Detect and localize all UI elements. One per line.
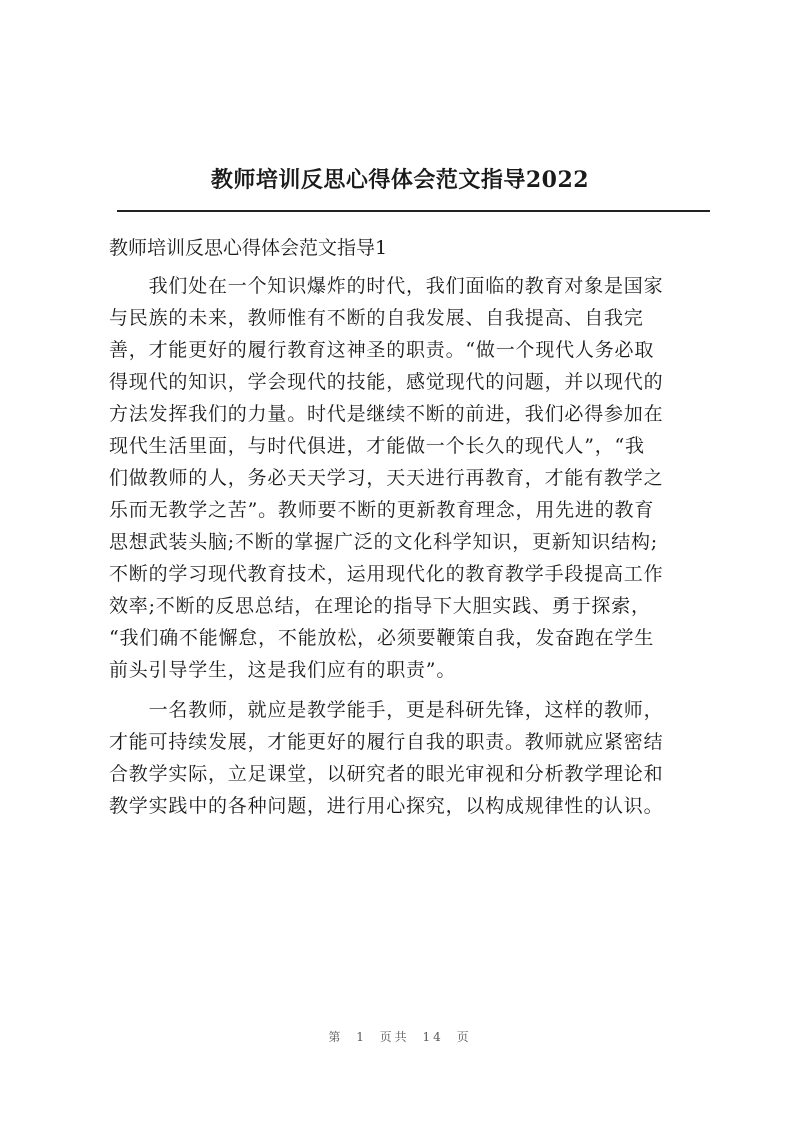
text-line: 思想武装头脑;不断的掌握广泛的文化科学知识，更新知识结构;: [109, 531, 659, 553]
text-line: 方法发挥我们的力量。时代是继续不断的前进，我们必得参加在: [109, 403, 664, 425]
text-line: 现代生活里面，与时代俱进，才能做一个长久的现代人”，“我: [109, 435, 645, 457]
text-line: 合教学实际，立足课堂，以研究者的眼光审视和分析教学理论和: [109, 763, 664, 785]
document-title: 教师培训反思心得体会范文指导2022: [210, 167, 590, 193]
document-body: [109, 270, 709, 822]
text-line: 不断的学习现代教育技术，运用现代化的教育教学手段提高工作: [109, 563, 664, 585]
text-line: 们做教师的人，务必天天学习，天天进行再教育，才能有教学之: [109, 467, 664, 489]
title-divider: [117, 210, 710, 212]
page-number-footer: 第 1 页共 14 页: [328, 1030, 472, 1044]
text-line: 得现代的知识，学会现代的技能，感觉现代的问题，并以现代的: [109, 371, 664, 393]
text-line: 善，才能更好的履行教育这神圣的职责。“做一个现代人务必取: [109, 339, 655, 361]
text-line: 我们处在一个知识爆炸的时代，我们面临的教育对象是国家: [109, 275, 664, 297]
text-line: 乐而无教学之苦”。教师要不断的更新教育理念，用先进的教育: [109, 499, 655, 521]
text-line: 与民族的未来，教师惟有不断的自我发展、自我提高、自我完: [109, 307, 644, 329]
text-line: “我们确不能懈怠，不能放松，必须要鞭策自我，发奋跑在学生: [109, 627, 655, 649]
text-line: 前头引导学生，这是我们应有的职责”。: [109, 659, 457, 681]
text-line: 才能可持续发展，才能更好的履行自我的职责。教师就应紧密结: [109, 731, 664, 753]
text-line: 效率;不断的反思总结，在理论的指导下大胆实践、勇于探索，: [109, 595, 651, 617]
text-line: 教学实践中的各种问题，进行用心探究，以构成规律性的认识。: [109, 795, 664, 817]
paragraph-1: [109, 270, 709, 686]
text-line: 一名教师，就应是教学能手，更是科研先锋，这样的教师，: [109, 699, 664, 721]
paragraph-2: [109, 694, 709, 822]
section-heading: 教师培训反思心得体会范文指导1: [109, 237, 388, 259]
